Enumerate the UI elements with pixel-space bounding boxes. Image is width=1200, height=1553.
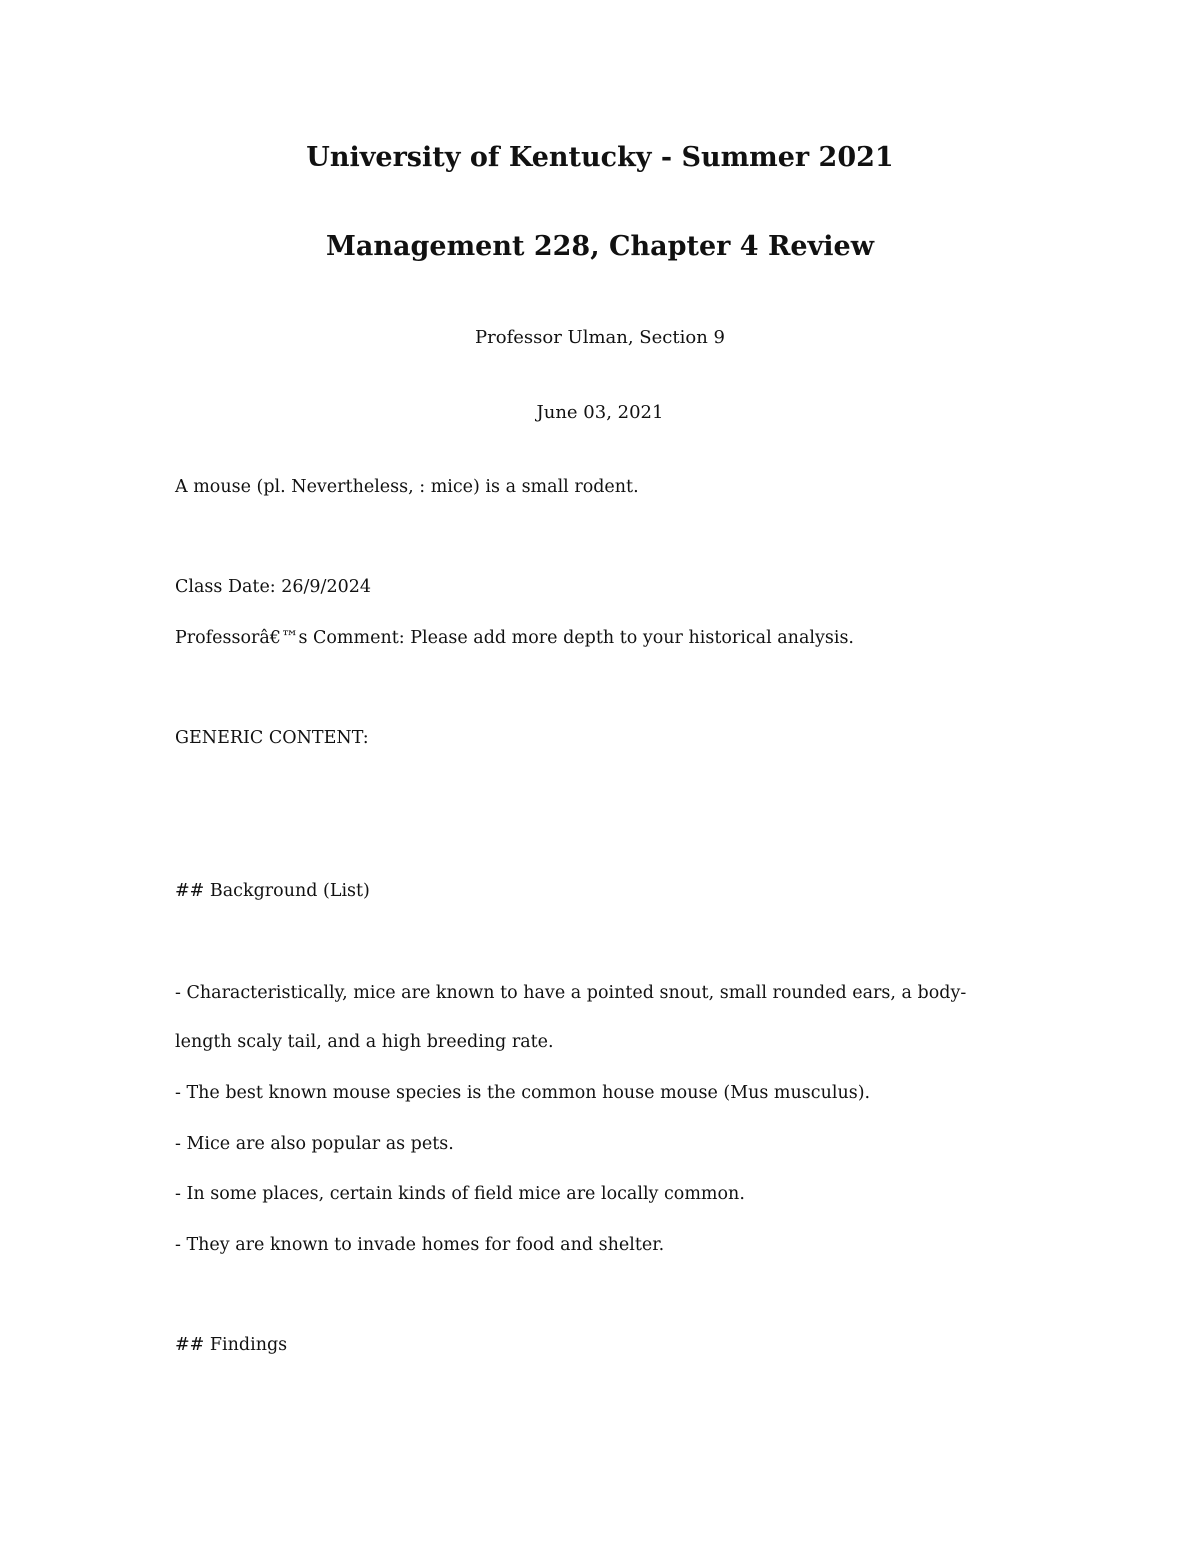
findings-heading: ## Findings (175, 1335, 288, 1355)
list-item: - The best known mouse species is the common house mouse (Mus musculus). (175, 1083, 871, 1103)
class-date: Class Date: 26/9/2024 (175, 577, 371, 597)
list-item: - Characteristically, mice are known to have a pointed snout, small rounded ears, a body- (175, 983, 967, 1003)
document-date: June 03, 2021 (536, 402, 664, 423)
intro-paragraph: A mouse (pl. Nevertheless, : mice) is a small rodent. (175, 477, 639, 497)
university-title: University of Kentucky - Summer 2021 (306, 142, 894, 173)
professor-comment: Professorâ€™s Comment: Please add more depth to your historical analysis. (175, 628, 854, 648)
list-item: - In some places, certain kinds of field mice are locally common. (175, 1184, 745, 1204)
generic-content-label: GENERIC CONTENT: (175, 728, 369, 748)
list-item: - Mice are also popular as pets. (175, 1134, 454, 1154)
background-heading: ## Background (List) (175, 881, 370, 901)
course-title: Management 228, Chapter 4 Review (326, 231, 874, 262)
list-item: length scaly tail, and a high breeding rate. (175, 1032, 554, 1052)
professor-line: Professor Ulman, Section 9 (475, 327, 725, 348)
list-item: - They are known to invade homes for food and shelter. (175, 1235, 665, 1255)
